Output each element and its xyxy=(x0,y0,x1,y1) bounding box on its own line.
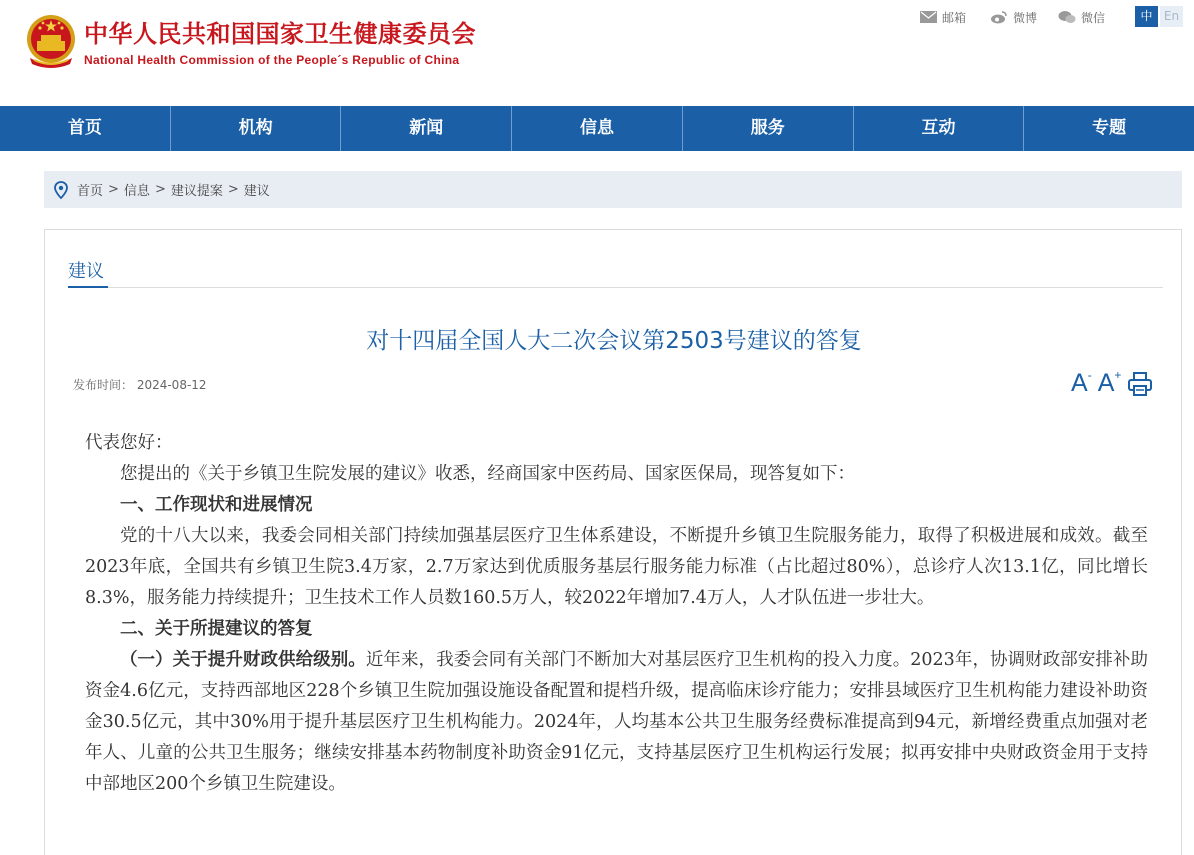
nav-item-news[interactable]: 新闻 xyxy=(341,106,512,151)
weibo-label: 微博 xyxy=(1013,10,1038,25)
nav-item-topics[interactable]: 专题 xyxy=(1092,118,1127,138)
breadcrumb-separator: > xyxy=(154,182,166,197)
salutation: 代表您好： xyxy=(85,433,173,453)
nav-item-home[interactable]: 首页 xyxy=(0,106,171,151)
section-divider xyxy=(68,287,1163,288)
national-emblem-icon[interactable] xyxy=(24,14,78,70)
wechat-label: 微信 xyxy=(1081,10,1106,25)
article-body xyxy=(85,428,1148,800)
font-smaller-button[interactable]: A- xyxy=(1071,368,1092,397)
paragraph-2-lead: （一）关于提升财政供给级别。 xyxy=(120,650,366,670)
breadcrumb-home[interactable]: 首页 xyxy=(77,184,104,199)
article-container xyxy=(44,229,1182,855)
mail-icon xyxy=(920,11,937,23)
main-nav xyxy=(0,106,1194,151)
site-header xyxy=(0,0,1194,106)
article-title: 对十四届全国人大二次会议第2503号建议的答复 xyxy=(366,328,862,354)
weibo-icon xyxy=(990,10,1008,24)
section-label: 建议 xyxy=(68,261,104,282)
nav-item-interaction[interactable]: 互动 xyxy=(854,106,1025,151)
font-larger-button[interactable]: A+ xyxy=(1097,368,1122,397)
paragraph-1: 党的十八大以来，我委会同相关部门持续加强基层医疗卫生体系建设，不断提升乡镇卫生院服务能力，取得了积极进展和成效。截至2023年底，全国共有乡镇卫生院3.4万家，2.7万家达到优质服务基层行服务能力标准（占比超过80%），总诊疗人次13.1亿，同比增长8.3%，服务能力持续提升；卫生技术工作人员数160.5万人，较2022年增加7.4万人，人才队伍进一步壮大。 xyxy=(85,526,1148,608)
site-title[interactable]: 中华人民共和国国家卫生健康委员会 xyxy=(84,19,476,48)
print-icon[interactable] xyxy=(1127,371,1153,397)
share-mail[interactable] xyxy=(920,8,966,26)
lang-english-button[interactable]: En xyxy=(1160,6,1183,27)
nav-item-services[interactable]: 服务 xyxy=(683,106,854,151)
lang-chinese-button[interactable]: 中 xyxy=(1135,6,1158,27)
breadcrumb-separator: > xyxy=(227,182,239,197)
paragraph-2 xyxy=(85,645,1148,800)
share-wechat[interactable] xyxy=(1058,8,1105,26)
location-pin-icon xyxy=(54,181,68,199)
share-weibo[interactable] xyxy=(990,8,1037,26)
mail-label: 邮箱 xyxy=(942,10,967,25)
breadcrumb-separator: > xyxy=(108,182,119,197)
breadcrumb-information[interactable]: 信息 xyxy=(123,184,150,199)
section-heading-1: 一、工作现状和进展情况 xyxy=(120,495,313,515)
section-heading-2: 二、关于所提建议的答复 xyxy=(120,619,313,639)
nav-item-organization[interactable]: 机构 xyxy=(171,106,342,151)
paragraph-2-text: 近年来，我委会同有关部门不断加大对基层医疗卫生机构的投入力度。2023年，协调财政部安排补助资金4.6亿元，支持西部地区228个乡镇卫生院加强设施设备配置和提档升级，提高临床诊疗能力；安排县域医疗卫生机构能力建设补助资金30.5亿元，其中30%用于提升基层医疗卫生机构能力。2024年，人均基本公共卫生服务经费标准提高到94元，新增经费重点加强对老年人、儿童的公共卫生服务；继续安排基本药物制度补助资金91亿元，支持基层医疗卫生机构运行发展；拟再安排中央财政资金用于支持中部地区200个乡镇卫生院建设。 xyxy=(85,650,1148,794)
nav-item-information[interactable]: 信息 xyxy=(512,106,683,151)
breadcrumb-proposals[interactable]: 建议提案 xyxy=(170,184,223,199)
publish-date: 发布时间： 2024-08-12 xyxy=(73,378,207,392)
wechat-icon xyxy=(1058,10,1076,24)
intro-paragraph: 您提出的《关于乡镇卫生院发展的建议》收悉，经商国家中医药局、国家医保局，现答复如下： xyxy=(120,464,855,484)
article-tools xyxy=(1071,368,1153,397)
site-subtitle: National Health Commission of the People´s Republic of China xyxy=(84,53,460,67)
breadcrumb xyxy=(44,171,1182,208)
breadcrumb-current[interactable]: 建议 xyxy=(243,184,270,199)
section-underline xyxy=(68,286,108,288)
